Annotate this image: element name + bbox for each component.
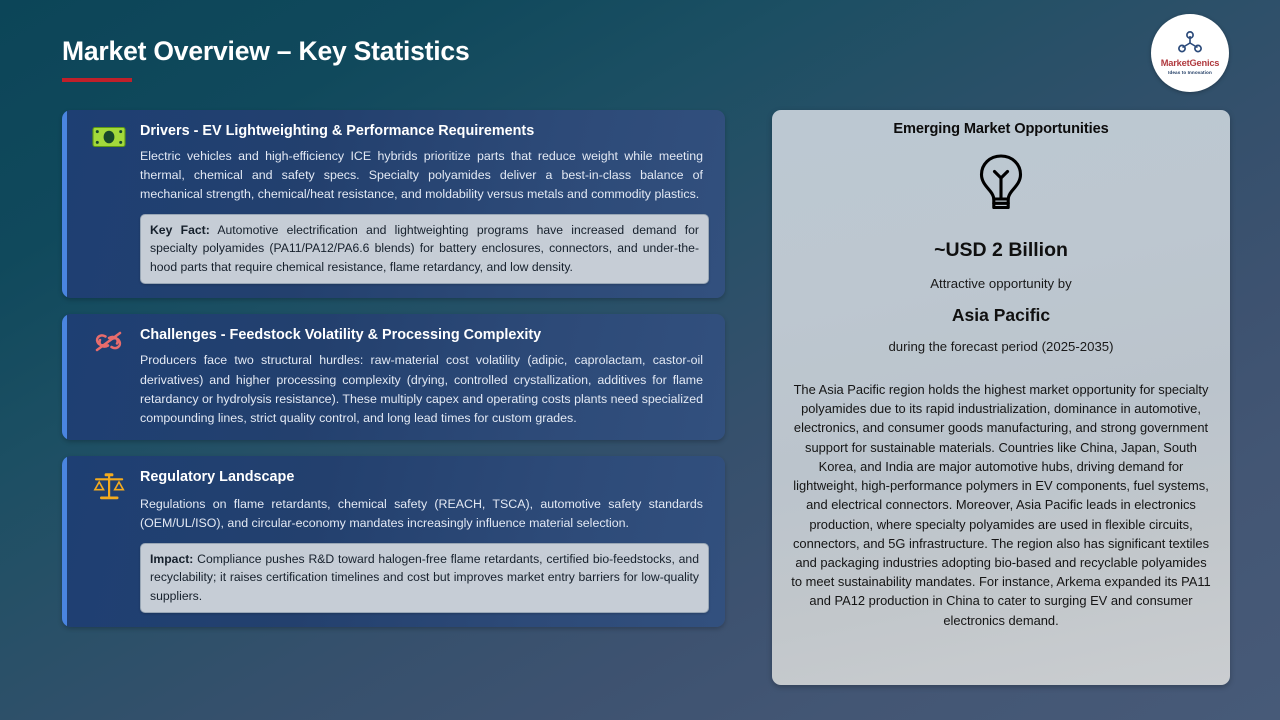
lightbulb-icon [788,153,1214,213]
card-challenges-heading: Challenges - Feedstock Volatility & Processing Complexity [140,327,542,344]
keyfact-label: Key Fact: [150,222,210,237]
card-drivers-heading: Drivers - EV Lightweighting & Performance Requirements [140,123,535,139]
card-regulatory-body [140,468,709,533]
card-challenges [62,314,725,440]
card-regulatory-heading: Regulatory Landscape [140,469,295,486]
slide-header [62,36,762,82]
card-challenges-top [78,326,709,428]
card-drivers-top [78,122,709,205]
network-nodes-icon [1177,31,1203,58]
page-title: Market Overview – Key Statistics [62,36,470,66]
impact-text: Compliance pushes R&D toward halogen-free flame retardants, certified bio-feedstocks, and recyclability; it raises certification timelines and cost but improves market entry barriers for low-quality suppliers. [150,551,699,603]
card-challenges-text: Producers face two structural hurdles: raw-material cost volatility (adipic, caprolactam, castor-oil derivatives) and higher processing complexity (drying, controlled crystallization, additives for flame retardancy or hydrolysis resistance). These multiply capex and operating costs plants need specialized compounding lines, strict quality control, and long lead times for custom grades. [140,353,703,425]
broken-link-icon [78,326,140,355]
brand-logo [1151,14,1229,92]
logo-name: MarketGenics [1160,58,1220,69]
card-regulatory [62,456,725,627]
market-opportunity-value: ~USD 2 Billion [934,239,1068,261]
card-regulatory-impact-callout [140,543,709,614]
card-regulatory-text: Regulations on flame retardants, chemical safety (REACH, TSCA), automotive safety standards (OEM/UL/ISO), and circular-economy mandates increasingly influence material selection. [140,497,703,531]
opportunity-subtitle: Attractive opportunity by [930,276,1072,291]
card-drivers-text: Electric vehicles and high-efficiency ICE hybrids prioritize parts that reduce weight while meeting thermal, chemical and safety specs. Specialty polyamides deliver a best-in-class balance of mechanical strength, chemical/heat resistance, and moldability versus metals and commodity plastics. [140,149,703,202]
card-drivers-keyfact-callout [140,214,709,285]
card-challenges-body [140,326,709,428]
money-banknote-icon [78,122,140,149]
card-drivers-body [140,122,709,205]
keyfact-text: Automotive electrification and lightweighting programs have increased demand for specialty polyamides (PA11/PA12/PA6.6 blends) for battery enclosures, connectors, and under-the-hood parts that require chemical resistance, flame retardancy, and low density. [150,222,699,274]
emerging-market-opportunities-panel [772,110,1230,685]
logo-tagline: Ideas to Innovation [1168,69,1212,75]
card-regulatory-top [78,468,709,533]
leading-region: Asia Pacific [951,305,1051,325]
balance-scales-icon [78,468,140,501]
forecast-period: during the forecast period (2025-2035) [888,339,1114,354]
impact-label: Impact: [150,551,194,566]
panel-description-paragraph: The Asia Pacific region holds the highest market opportunity for specialty polyamides due to its rapid industrialization, dominance in automotive, electronics, and consumer goods manufacturing, and strong government support for sustainable materials. Countries like China, Japan, South Korea, and India are major automotive hubs, driving demand for lightweight, high-performance polymers in EV components, fuel systems, and electrical connectors. Moreover, Asia Pacific leads in electronics production, where specialty polyamides are used in flexible circuits, connectors, and 5G infrastructure. The region also has significant textiles and packaging industries adopting bio-based and recyclable polyamides to meet sustainability mandates. For instance, Arkema expanded its PA11 and PA12 production in China to cater to surging EV and consumer electronics demand. [791,382,1211,628]
left-content-column [62,110,725,643]
card-drivers [62,110,725,298]
title-underline-rule [62,78,132,82]
panel-title: Emerging Market Opportunities [893,121,1109,137]
